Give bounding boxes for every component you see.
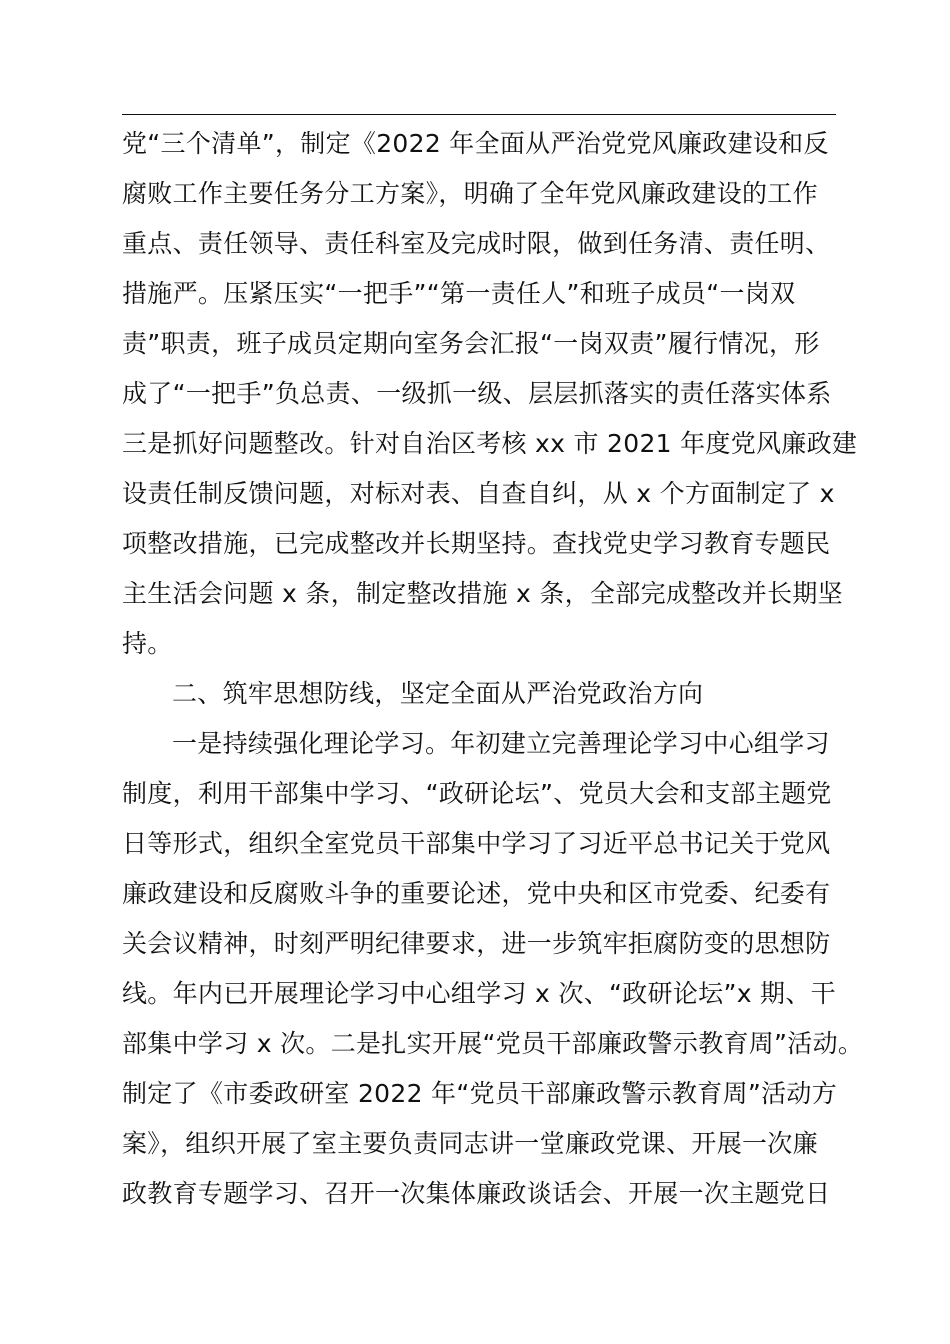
text-line: 部集中学习 x 次。二是扎实开展“党员干部廉政警示教育周”活动。 xyxy=(122,1029,864,1058)
text-line: 设责任制反馈问题，对标对表、自查自纠，从 x 个方面制定了 x xyxy=(122,479,835,508)
section-heading: 二、筑牢思想防线，坚定全面从严治党政治方向 xyxy=(172,679,704,708)
text-line: 腐败工作主要任务分工方案》，明确了全年党风廉政建设的工作 xyxy=(122,179,818,208)
text-line: 三是抓好问题整改。针对自治区考核 xx 市 2021 年度党风廉政建 xyxy=(122,429,858,458)
text-line: 政教育专题学习、召开一次集体廉政谈话会、开展一次主题党日 xyxy=(122,1179,831,1208)
text-line: 关会议精神，时刻严明纪律要求，进一步筑牢拒腐防变的思想防 xyxy=(122,929,831,958)
text-line: 责”职责，班子成员定期向室务会汇报“一岗双责”履行情况，形 xyxy=(122,329,820,358)
header-rule xyxy=(122,114,836,115)
text-line: 项整改措施，已完成整改并长期坚持。查找党史学习教育专题民 xyxy=(122,529,831,558)
text-line: 成了“一把手”负总责、一级抓一级、层层抓落实的责任落实体系 xyxy=(122,379,832,408)
text-line: 日等形式，组织全室党员干部集中学习了习近平总书记关于党风 xyxy=(122,829,831,858)
text-line: 一是持续强化理论学习。年初建立完善理论学习中心组学习 xyxy=(172,729,830,758)
text-line: 重点、责任领导、责任科室及完成时限，做到任务清、责任明、 xyxy=(122,229,831,258)
text-line: 廉政建设和反腐败斗争的重要论述，党中央和区市党委、纪委有 xyxy=(122,879,831,908)
text-line: 党“三个清单”，制定《2022 年全面从严治党党风廉政建设和反 xyxy=(122,129,829,158)
text-line: 主生活会问题 x 条，制定整改措施 x 条，全部完成整改并长期坚 xyxy=(122,579,843,608)
text-line: 线。年内已开展理论学习中心组学习 x 次、“政研论坛”x 期、干 xyxy=(122,979,836,1008)
text-line: 措施严。压紧压实“一把手”“第一责任人”和班子成员“一岗双 xyxy=(122,279,796,308)
text-line: 案》，组织开展了室主要负责同志讲一堂廉政党课、开展一次廉 xyxy=(122,1129,818,1158)
text-line: 制度，利用干部集中学习、“政研论坛”、党员大会和支部主题党 xyxy=(122,779,832,808)
text-line: 持。 xyxy=(122,629,173,658)
text-line: 制定了《市委政研室 2022 年“党员干部廉政警示教育周”活动方 xyxy=(122,1079,838,1108)
